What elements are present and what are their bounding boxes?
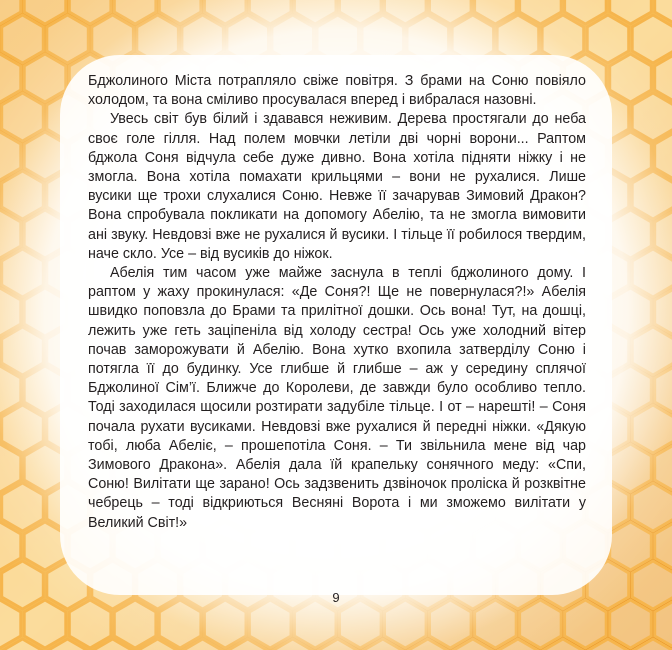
paragraph-1: Бджолиного Міста потрапляло свіже повітря. З брами на Соню повіяло холодом, та вона сміливо просувалася вперед і вибралася назовні.	[88, 73, 586, 109]
paragraph-3: Абелія тим часом уже майже заснула в теплі бджолиного дому. І раптом у жаху прокинулася: «Де Соня?! Ще не повернулася?!» Абелія швидко поповзла до Брами та прилітної дошки. Ось вона! Тут, на дошці, лежить уже геть заціпеніла від холоду сестра! Ось уже холодний вітер почав заморожувати й Абелію. Вона хутко вхопила затверділу Соню і потягла її до будинку. Усе глибше й глибше – аж у середину сплячої Бджолиної Сім’ї. Ближче до Королеви, де завжди було особливо тепло. Тоді заходилася щосили розтирати задубіле тільце. І от – нарешті! – Соня почала рухати вусиками. Невдовзі вже рухалися й передні ніжки. «Дякую тобі, люба Абеліє, – прошепотіла Соня. – Ти звільнила мене від чар Зимового Дракона». Абелія дала їй крапельку сонячного меду: «Спи, Соню! Вилітати ще зарано! Ось задзвенить дзвіночок проліска й розквітне чебрець – тоді відкриються Весняні Ворота і ми зможемо вилітати у Великий Світ!»	[88, 265, 586, 531]
story-text	[88, 72, 586, 533]
page-number: 9	[332, 590, 340, 605]
paragraph-2: Увесь світ був білий і здавався неживим. Дерева простягали до неба своє голе гілля. Над полем мовчки летіли дві чорні ворони... Раптом бджола Соня відчула себе дуже дивно. Вона хотіла підняти ніжку і не змогла. Вона хотіла помахати крильцями – вони не рухалися. Лише вусики ще трохи слухалися Соню. Невже її зачарував Зимовий Дракон? Вона спробувала покликати на допомогу Абелію, та не змогла вимовити ані звуку. Невдовзі вже не рухалися й вусики. І тільце її робилося твердим, наче скло. Усе – від вусиків до ніжок.	[88, 111, 586, 262]
